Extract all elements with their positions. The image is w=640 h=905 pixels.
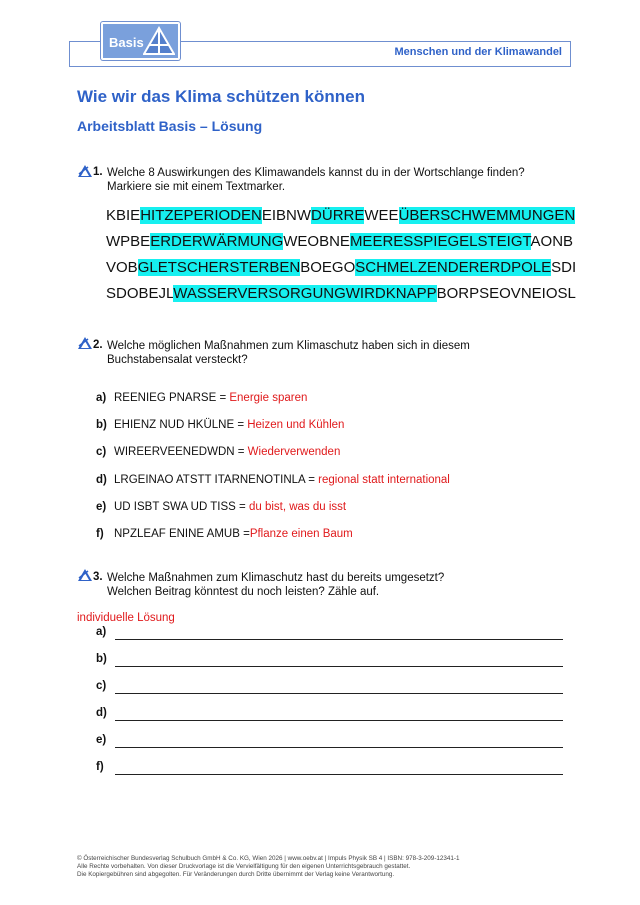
answer-line-row: b) <box>96 653 563 667</box>
word-snake-line <box>106 206 575 226</box>
word-snake-line <box>106 258 576 278</box>
answer-line-row: f) <box>96 761 563 775</box>
answer-text: Heizen und Kühlen <box>247 419 345 431</box>
highlighted-word: GLETSCHERSTERBEN <box>137 259 301 276</box>
scramble-item: d) LRGEINAO ATSTT ITARNENOTINLA = regional statt international <box>96 474 450 486</box>
question-3-line-1: Welche Maßnahmen zum Klimaschutz hast du bereits umgesetzt? <box>107 572 445 584</box>
task-level-icon <box>77 164 93 178</box>
answer-line <box>115 639 563 640</box>
scramble-item: f) NPZLEAF ENINE AMUB =Pflanze einen Baum <box>96 528 353 540</box>
individual-solution-note: individuelle Lösung <box>77 612 175 624</box>
answer-line <box>115 774 563 775</box>
question-1-number: 1. <box>93 166 103 178</box>
answer-text: du bist, was du isst <box>248 501 347 513</box>
filler-letters: EIBNW <box>261 207 312 224</box>
question-3-line-2: Welchen Beitrag könntest du noch leisten? Zähle auf. <box>107 586 380 598</box>
filler-letters: BORPSEOVNEIOSL <box>436 285 576 302</box>
highlighted-word: SCHMELZENDERERDPOLE <box>355 259 552 276</box>
filler-letters: SDI <box>551 259 577 276</box>
word-snake-line <box>106 232 573 252</box>
answer-line-row: c) <box>96 680 563 694</box>
task-level-icon <box>77 336 93 350</box>
filler-letters: BOEGO <box>300 259 356 276</box>
question-2-text <box>107 339 470 367</box>
logo-triangle-icon <box>143 26 175 56</box>
question-2-line-1: Welche möglichen Maßnahmen zum Klimaschutz haben sich in diesem <box>107 340 470 352</box>
scramble-item: b) EHIENZ NUD HKÜLNE = Heizen und Kühlen <box>96 419 345 431</box>
highlighted-word: MEERESSPIEGELSTEIGT <box>349 233 531 250</box>
highlighted-word: WASSERVERSORGUNGWIRDKNAPP <box>173 285 437 302</box>
highlighted-word: ÜBERSCHWEMMUNGEN <box>398 207 576 224</box>
basis-logo <box>101 22 180 60</box>
filler-letters: WPBE <box>106 233 151 250</box>
word-snake-line <box>106 284 576 304</box>
question-1-text <box>107 166 525 194</box>
filler-letters: WEE <box>364 207 399 224</box>
answer-text: Energie sparen <box>229 392 308 404</box>
filler-letters: KBIE <box>106 207 141 224</box>
page-title: Wie wir das Klima schützen können <box>77 87 365 106</box>
answer-line-row: e) <box>96 734 563 748</box>
scramble-item: e) UD ISBT SWA UD TISS = du bist, was du isst <box>96 501 347 513</box>
question-1-line-1: Welche 8 Auswirkungen des Klimawandels kannst du in der Wortschlange finden? <box>107 167 525 179</box>
question-3-text <box>107 571 444 599</box>
footer-line-3: Die Kopiergebühren sind abgegolten. Für Veränderungen durch Dritte übernimmt der Verlag keine Verantwortung. <box>77 871 395 878</box>
filler-letters: WEOBNE <box>283 233 350 250</box>
question-1-line-2: Markiere sie mit einem Textmarker. <box>107 181 286 193</box>
highlighted-word: DÜRRE <box>311 207 365 224</box>
footer <box>77 855 460 879</box>
highlighted-word: ERDERWÄRMUNG <box>150 233 284 250</box>
logo-text: Basis <box>109 35 144 50</box>
answer-text: Wiederverwenden <box>247 446 341 458</box>
answer-line <box>115 747 563 748</box>
answer-text: Pflanze einen Baum <box>249 528 353 540</box>
highlighted-word: HITZEPERIODEN <box>140 207 262 224</box>
scramble-item: c) WIREERVEENEDWDN = Wiederverwenden <box>96 446 341 458</box>
footer-line-1: © Österreichischer Bundesverlag Schulbuch GmbH & Co. KG, Wien 2026 | www.oebv.at | Impuls Physik SB 4 | ISBN: 978-3-209-12341-1 <box>77 855 460 862</box>
question-2-number: 2. <box>93 339 103 351</box>
filler-letters: VOB <box>106 259 138 276</box>
answer-line-row: a) <box>96 626 563 640</box>
question-2-line-2: Buchstabensalat versteckt? <box>107 354 248 366</box>
answer-line <box>115 693 563 694</box>
filler-letters: AONB <box>530 233 574 250</box>
scramble-item: a) REENIEG PNARSE = Energie sparen <box>96 392 308 404</box>
answer-text: regional statt international <box>318 474 450 486</box>
answer-line-row: d) <box>96 707 563 721</box>
task-level-icon <box>77 568 93 582</box>
footer-line-2: Alle Rechte vorbehalten. Von dieser Druckvorlage ist die Vervielfältigung für den eigenen Unterrichtsgebrauch gestattet. <box>77 863 411 870</box>
page-subtitle: Arbeitsblatt Basis – Lösung <box>77 118 263 134</box>
question-3-number: 3. <box>93 571 103 583</box>
answer-line <box>115 666 563 667</box>
answer-line <box>115 720 563 721</box>
series-title: Menschen und der Klimawandel <box>394 46 562 58</box>
filler-letters: SDOBEJL <box>106 285 174 302</box>
